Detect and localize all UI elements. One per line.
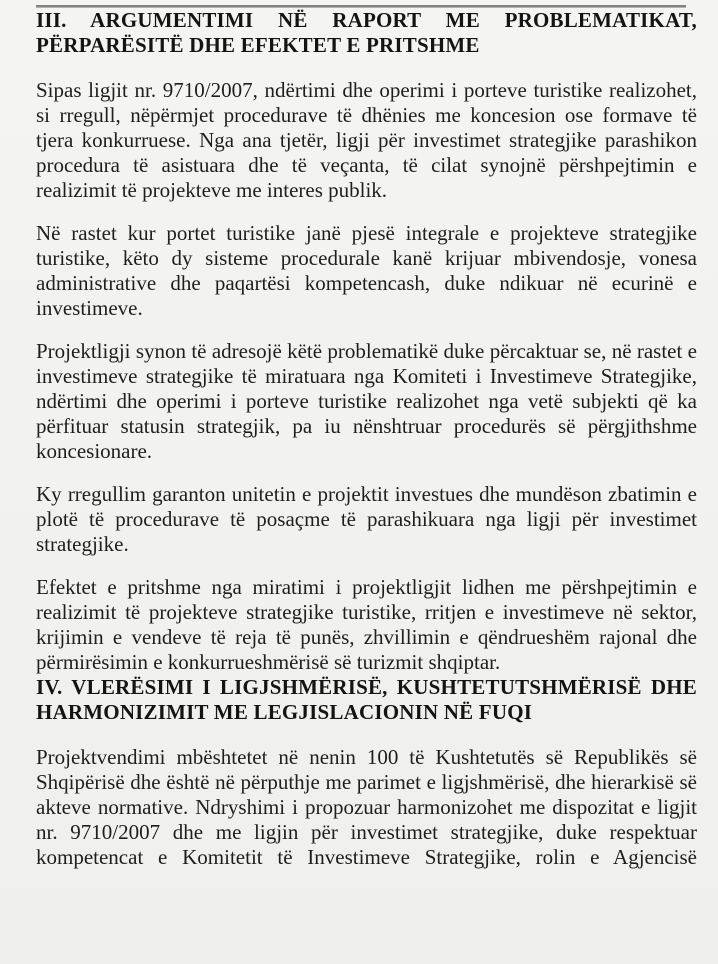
section-iv-heading-line-1: IV. VLERËSIMI I LIGJSHMËRISË, KUSHTETUTSHMËRISË DHE	[36, 675, 697, 699]
section-iii-heading-line-2: PËRPARËSITË DHE EFEKTET E PRITSHME	[36, 33, 480, 57]
section-iv	[36, 675, 697, 870]
paragraph-legality-assessment: Projektvendimi mbështetet në nenin 100 të Kushtetutës së Republikës së Shqipërisë dhe është në përputhje me parimet e ligjshmërisë, dhe hierarkisë së akteve normative. Ndryshimi i propozuar harmonizohet me dispozitat e ligjit nr. 9710/2007 dhe me ligjin për investimet strategjike, duke respektuar kompetencat e Komitetit të Investimeve Strategjike, rolin e Agjencisë	[36, 745, 697, 869]
section-iii-heading-line-1: III. ARGUMENTIMI NË RAPORT ME PROBLEMATIKAT,	[36, 8, 697, 32]
page-top-rule	[36, 5, 686, 8]
paragraph-legal-basis: Sipas ligjit nr. 9710/2007, ndërtimi dhe operimi i porteve turistike realizohet, si rregull, nëpërmjet procedurave të dhënies me koncesion ose formave të tjera konkurruese. Nga ana tjetër, ligji për investimet strategjike parashikon procedura të asistuara dhe të veçanta, të cilat synojnë përshpejtimin e realizimit të projekteve me interes publik.	[36, 78, 697, 202]
section-iii	[36, 8, 697, 675]
paragraph-regulation-guarantee: Ky rregullim garanton unitetin e projektit investues dhe mundëson zbatimin e plotë të procedurave të posaçme të parashikuara nga ligji për investimet strategjike.	[36, 482, 697, 556]
section-iv-heading-line-2: HARMONIZIMIT ME LEGJISLACIONIN NË FUQI	[36, 700, 533, 724]
paragraph-expected-effects: Efektet e pritshme nga miratimi i projektligjit lidhen me përshpejtimin e realizimit të projekteve strategjike turistike, rritjen e investimeve në sektor, krijimin e vendeve të reja të punës, zhvillimin e qëndrueshëm rajonal dhe përmirësimin e konkurrueshmërisë së turizmit shqiptar.	[36, 575, 697, 674]
section-iii-heading	[36, 8, 697, 58]
section-iv-heading	[36, 675, 697, 725]
paragraph-draft-law-solution: Projektligji synon të adresojë këtë problematikë duke përcaktuar se, në rastet e investimeve strategjike të miratuara nga Komiteti i Investimeve Strategjike, ndërtimi dhe operimi i porteve turistike realizohet nga vetë subjekti që ka përfituar statusin strategjik, pa iu nënshtruar procedurës së përgjithshme koncesionare.	[36, 339, 697, 463]
paragraph-overlap-problem: Në rastet kur portet turistike janë pjesë integrale e projekteve strategjike turistike, këto dy sisteme procedurale kanë krijuar mbivendosje, vonesa administrative dhe paqartësi kompetencash, duke ndikuar në ecurinë e investimeve.	[36, 221, 697, 320]
